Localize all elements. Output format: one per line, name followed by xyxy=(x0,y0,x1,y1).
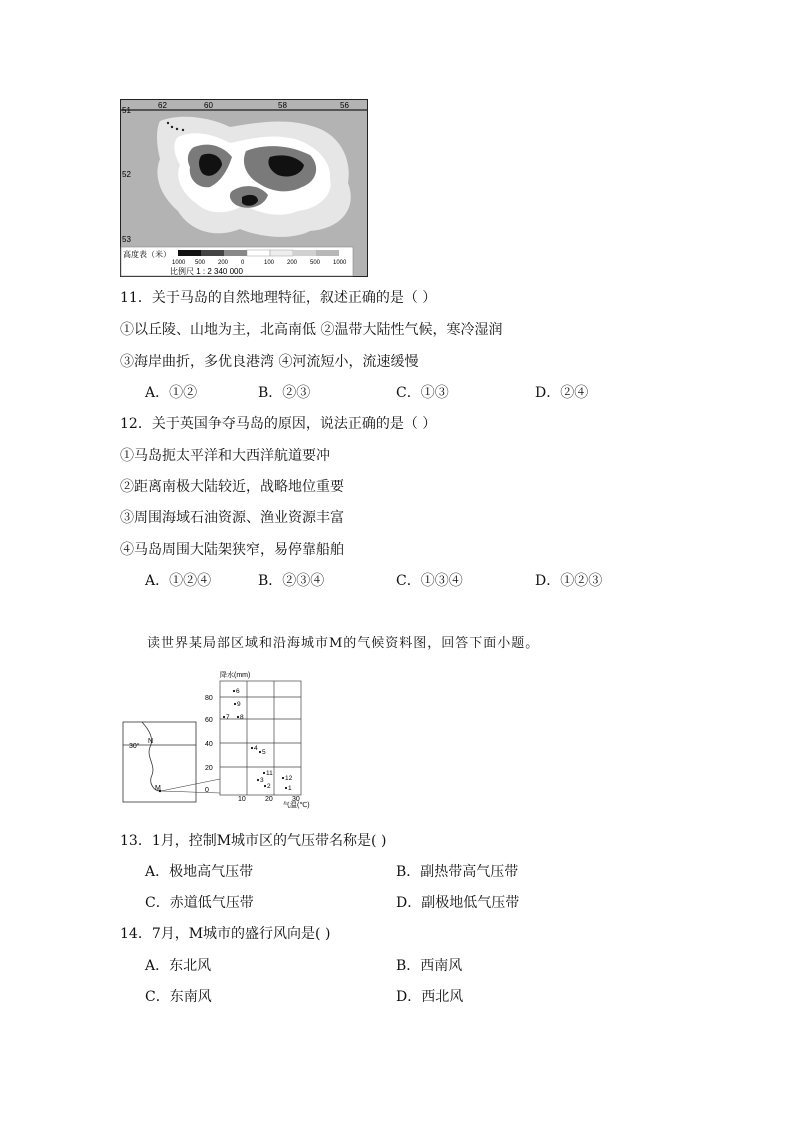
q13-stem: 13．1月，控制M城市区的气压带名称是( ) xyxy=(120,833,387,849)
city-m-label: M xyxy=(155,785,161,792)
map-lon-label: 56 xyxy=(340,101,349,110)
month-point xyxy=(264,785,266,787)
y-tick-label: 60 xyxy=(205,717,213,724)
month-point xyxy=(263,772,265,774)
x-axis-title: 气温(℃) xyxy=(283,802,310,809)
legend-tick-label: 200 xyxy=(287,260,298,266)
month-point xyxy=(223,716,225,718)
legend-tick-label: 500 xyxy=(195,260,206,266)
month-label: 4 xyxy=(254,745,258,752)
q12-stem: 12．关于英国争夺马岛的原因，说法正确的是（ ） xyxy=(120,416,437,432)
map-lon-label: 62 xyxy=(158,101,167,110)
q13-option-a[interactable]: A．极地高气压带 xyxy=(145,864,254,880)
q14-option-b[interactable]: B．西南风 xyxy=(396,958,463,974)
x-tick-label: 30 xyxy=(292,796,300,803)
x-tick-label: 10 xyxy=(238,796,246,803)
q11-option-d[interactable]: D．②④ xyxy=(535,385,589,401)
map-lon-label: 58 xyxy=(278,101,287,110)
q12-statement: ①马岛扼太平洋和大西洋航道要冲 xyxy=(120,448,330,464)
q12-option-a[interactable]: A．①②④ xyxy=(145,573,212,589)
month-label: 8 xyxy=(240,714,244,721)
q11-statement-3-4: ③海岸曲折，多优良港湾 ④河流短小，流速缓慢 xyxy=(120,354,419,370)
q14-option-a[interactable]: A．东北风 xyxy=(145,958,212,974)
y-tick-label: 40 xyxy=(205,741,213,748)
map-lat-label: 52 xyxy=(122,170,131,179)
q11-option-c[interactable]: C．①③ xyxy=(396,385,449,401)
month-point xyxy=(251,747,253,749)
legend-tick-label: 1000 xyxy=(333,260,347,266)
month-label: 9 xyxy=(237,701,241,708)
legend-tick-label: 100 xyxy=(264,260,275,266)
map-legend-title: 高度表（米） xyxy=(123,250,171,259)
month-label: 2 xyxy=(267,783,271,790)
month-label: 3 xyxy=(260,777,264,784)
q14-stem: 14．7月，M城市的盛行风向是( ) xyxy=(120,926,331,942)
climate-data-figure xyxy=(120,667,320,809)
month-label: 1 xyxy=(288,785,292,792)
month-point xyxy=(257,779,259,781)
legend-tick-label: 0 xyxy=(241,260,245,266)
q12-statement: ③周围海域石油资源、渔业资源丰富 xyxy=(120,510,344,526)
q14-option-c[interactable]: C．东南风 xyxy=(145,989,212,1005)
q11-stem: 11．关于马岛的自然地理特征，叙述正确的是（ ） xyxy=(120,290,437,306)
month-point xyxy=(282,777,284,779)
q11-option-a[interactable]: A．①② xyxy=(145,385,198,401)
month-point xyxy=(237,716,239,718)
q13-option-d[interactable]: D．副极地低气压带 xyxy=(396,895,520,911)
q12-option-b[interactable]: B．②③④ xyxy=(258,573,325,589)
q13-option-c[interactable]: C．赤道低气压带 xyxy=(145,895,254,911)
y-tick-label: 0 xyxy=(205,787,209,794)
x-tick-label: 20 xyxy=(265,796,273,803)
map-lat-label: 51 xyxy=(122,106,131,115)
month-label: 11 xyxy=(266,770,273,777)
latitude-label: 30° xyxy=(129,743,140,750)
month-label: 5 xyxy=(262,749,266,756)
q12-option-c[interactable]: C．①③④ xyxy=(396,573,463,589)
q13-option-b[interactable]: B．副热带高气压带 xyxy=(396,864,519,880)
q14-option-d[interactable]: D．西北风 xyxy=(396,989,464,1005)
q12-option-d[interactable]: D．①②③ xyxy=(535,573,603,589)
month-point xyxy=(285,787,287,789)
month-point xyxy=(233,690,235,692)
legend-tick-label: 500 xyxy=(310,260,321,266)
y-tick-label: 20 xyxy=(205,765,213,772)
n-label: N xyxy=(148,738,154,745)
y-axis-title: 降水(mm) xyxy=(220,672,251,679)
y-tick-label: 80 xyxy=(205,695,213,702)
island-relief-map xyxy=(120,99,368,277)
legend-tick-label: 1000 xyxy=(172,260,186,266)
month-point xyxy=(234,703,236,705)
q11-statement-1-2: ①以丘陵、山地为主，北高南低 ②温带大陆性气候，寒冷湿润 xyxy=(120,322,503,338)
month-label: 12 xyxy=(285,775,293,782)
q11-option-b[interactable]: B．②③ xyxy=(258,385,311,401)
section-intro: 读世界某局部区域和沿海城市M的气候资料图，回答下面小题。 xyxy=(147,636,540,651)
month-point xyxy=(259,751,261,753)
month-label: 7 xyxy=(226,714,230,721)
q12-statement: ④马岛周围大陆架狭窄，易停靠船舶 xyxy=(120,542,344,558)
map-lon-label: 60 xyxy=(204,101,213,110)
legend-tick-label: 200 xyxy=(218,260,229,266)
month-label: 6 xyxy=(236,688,240,695)
map-scale-text: 比例尺 1 : 2 340 000 xyxy=(170,267,243,276)
map-lat-label: 53 xyxy=(122,235,131,244)
q12-statement: ②距离南极大陆较近，战略地位重要 xyxy=(120,479,344,495)
